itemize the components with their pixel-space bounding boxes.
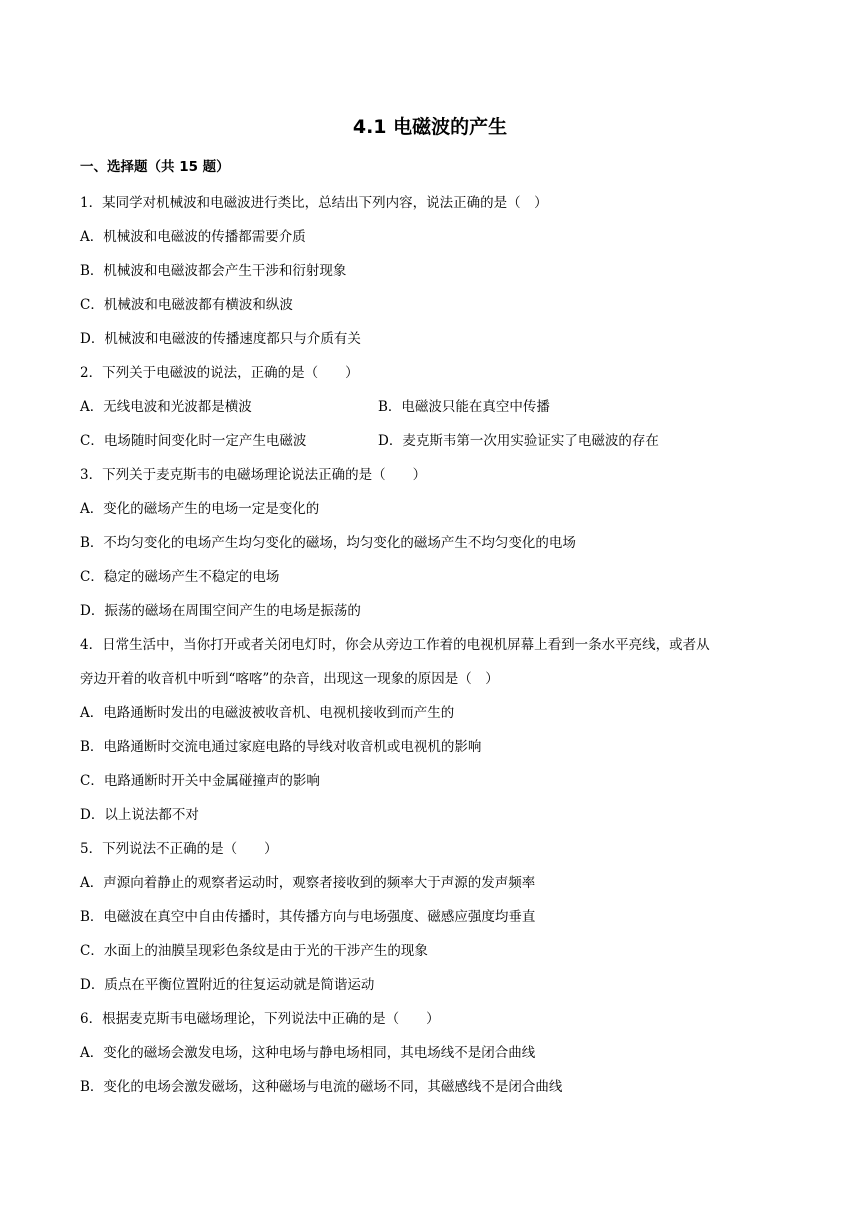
question-option: A．变化的磁场产生的电场一定是变化的 [80, 501, 320, 517]
section-header: 一、选择题（共 15 题） [80, 159, 230, 175]
question-option: B．电磁波只能在真空中传播 [378, 399, 550, 415]
question-stem: 2．下列关于电磁波的说法，正确的是（ ） [80, 365, 359, 381]
option-row [80, 424, 790, 458]
question-option: C．机械波和电磁波都有横波和纵波 [80, 297, 293, 313]
option-row [80, 390, 790, 424]
question-option: C．稳定的磁场产生不稳定的电场 [80, 569, 280, 585]
question-option: B．不均匀变化的电场产生均匀变化的磁场，均匀变化的磁场产生不均匀变化的电场 [80, 535, 576, 551]
question-option: C．水面上的油膜呈现彩色条纹是由于光的干涉产生的现象 [80, 943, 428, 959]
question-stem: 5．下列说法不正确的是（ ） [80, 841, 278, 857]
question-stem: 6．根据麦克斯韦电磁场理论，下列说法中正确的是（ ） [80, 1011, 440, 1027]
question-option: D．麦克斯韦第一次用实验证实了电磁波的存在 [378, 433, 659, 449]
question-stem: 3．下列关于麦克斯韦的电磁场理论说法正确的是（ ） [80, 467, 427, 483]
question-option: D．以上说法都不对 [80, 807, 199, 823]
question-stem: 4．日常生活中，当你打开或者关闭电灯时，你会从旁边工作着的电视机屏幕上看到一条水平亮线，或者从 [80, 637, 710, 653]
question-option: D．振荡的磁场在周围空间产生的电场是振荡的 [80, 603, 361, 619]
question-option: B．变化的电场会激发磁场，这种磁场与电流的磁场不同，其磁感线不是闭合曲线 [80, 1079, 563, 1095]
question-option: B．电路通断时交流电通过家庭电路的导线对收音机或电视机的影响 [80, 739, 482, 755]
question-option: A．电路通断时发出的电磁波被收音机、电视机接收到而产生的 [80, 705, 455, 721]
question-option: B．电磁波在真空中自由传播时，其传播方向与电场强度、磁感应强度均垂直 [80, 909, 536, 925]
question-option: C．电场随时间变化时一定产生电磁波 [80, 433, 307, 449]
question-option: B．机械波和电磁波都会产生干涉和衍射现象 [80, 263, 347, 279]
question-stem-continued: 旁边开着的收音机中听到“喀喀”的杂音，出现这一现象的原因是（ ） [80, 671, 499, 687]
question-option: A．变化的磁场会激发电场，这种电场与静电场相同，其电场线不是闭合曲线 [80, 1045, 536, 1061]
question-list [80, 186, 790, 1104]
question-option: A．无线电波和光波都是横波 [80, 399, 252, 415]
question-option: D．机械波和电磁波的传播速度都只与介质有关 [80, 331, 361, 347]
question-option: C．电路通断时开关中金属碰撞声的影响 [80, 773, 320, 789]
question-option: A．声源向着静止的观察者运动时，观察者接收到的频率大于声源的发声频率 [80, 875, 536, 891]
question-stem: 1．某同学对机械波和电磁波进行类比，总结出下列内容，说法正确的是（ ） [80, 195, 548, 211]
question-option: D．质点在平衡位置附近的往复运动就是简谐运动 [80, 977, 375, 993]
question-option: A．机械波和电磁波的传播都需要介质 [80, 229, 306, 245]
page-title: 4.1 电磁波的产生 [352, 116, 508, 138]
